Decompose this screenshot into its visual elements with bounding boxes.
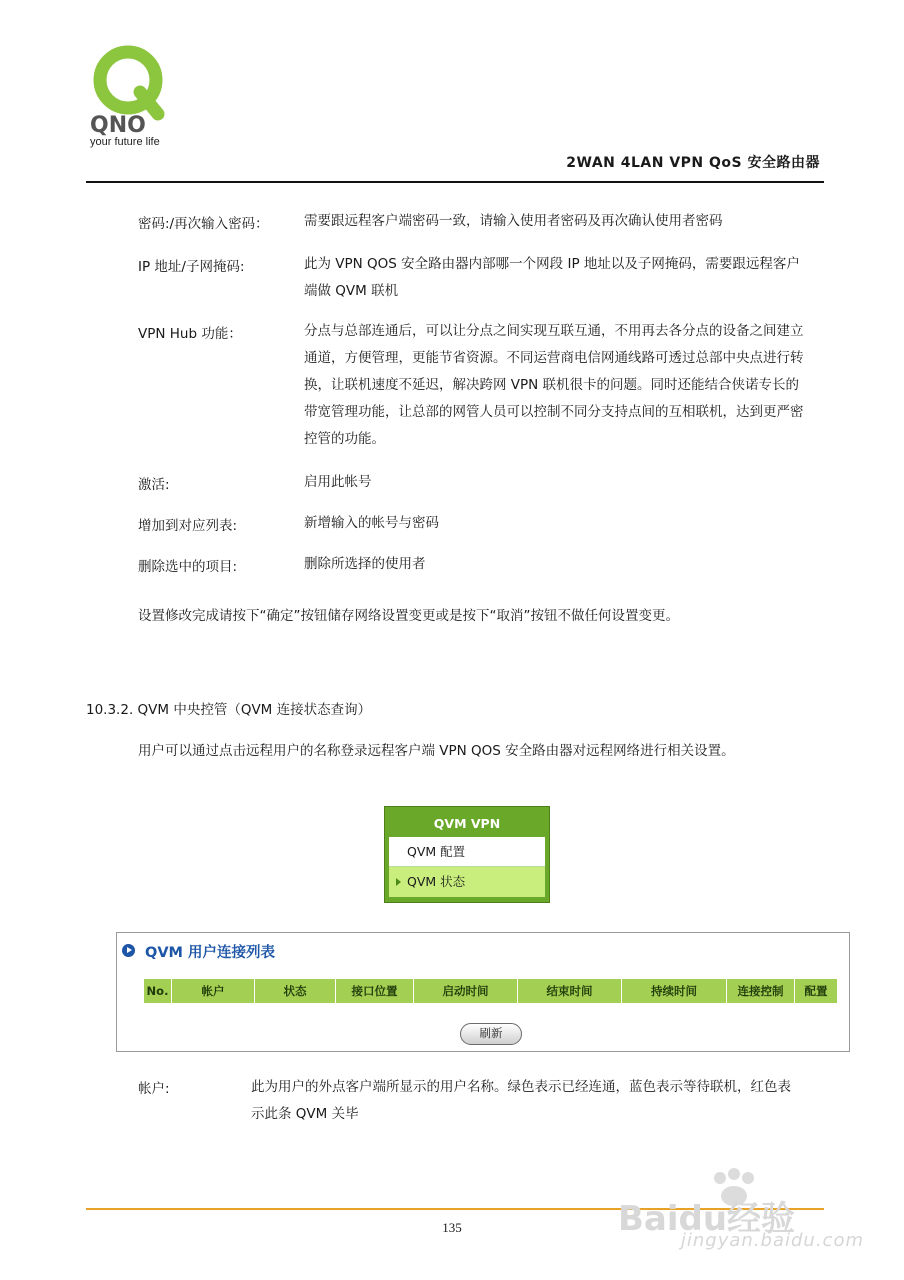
col-start-time: 启动时间 xyxy=(414,979,518,1003)
section-paragraph: 用户可以通过点击远程用户的名称登录远程客户端 VPN QOS 安全路由器对远程网络进行相关设置。 xyxy=(138,743,735,759)
panel-title: QVM 用户连接列表 xyxy=(145,945,276,961)
page-number: 135 xyxy=(442,1220,462,1235)
doc-title: 2WAN 4LAN VPN QoS 安全路由器 xyxy=(566,155,820,171)
refresh-button[interactable]: 刷新 xyxy=(460,1023,522,1045)
arrow-circle-icon xyxy=(122,944,135,957)
col-connection-control: 连接控制 xyxy=(727,979,795,1003)
col-account: 帐户 xyxy=(172,979,255,1003)
col-no: No. xyxy=(144,979,172,1003)
term-activate: 激活: xyxy=(138,477,170,493)
term-password: 密码:/再次输入密码： xyxy=(138,216,269,232)
header-rule xyxy=(86,181,824,183)
col-interface: 接口位置 xyxy=(336,979,414,1003)
desc-ip-subnet: 此为 VPN QOS 安全路由器内部哪一个网段 IP 地址以及子网掩码，需要跟远程客户端做 QVM 联机 xyxy=(304,256,800,299)
desc-delete-selected: 删除所选择的使用者 xyxy=(304,556,426,572)
desc-add-to-list: 新增输入的帐号与密码 xyxy=(304,515,439,531)
brand-text: QNO xyxy=(90,113,146,138)
save-note: 设置修改完成请按下“确定”按钮储存网络设置变更或是按下“取消”按钮不做任何设置变更。 xyxy=(138,608,679,624)
qvm-vpn-menu xyxy=(384,806,550,903)
caret-right-icon xyxy=(396,878,401,886)
col-config: 配置 xyxy=(795,979,838,1003)
table-header xyxy=(144,979,838,1003)
term-account: 帐户: xyxy=(138,1081,170,1097)
desc-vpn-hub: 分点与总部连通后，可以让分点之间实现互联互通，不用再去各分点的设备之间建立通道，方便管理，更能节省资源。不同运营商电信网通线路可透过总部中央点进行转换，让联机速度不延迟，解决跨网 VPN 联机很卡的问题。同时还能结合侠诺专长的带宽管理功能，让总部的网管人员可以控制不同分支持点间的互相联机，达到更严密控管的功能。 xyxy=(304,323,804,447)
tagline: your future life xyxy=(90,136,160,148)
menu-item-label: QVM 状态 xyxy=(407,874,466,889)
menu-item-qvm-config[interactable]: QVM 配置 xyxy=(389,837,545,867)
menu-item-qvm-status[interactable] xyxy=(389,867,545,897)
desc-password: 需要跟远程客户端密码一致，请输入使用者密码及再次确认使用者密码 xyxy=(304,213,723,229)
col-duration: 持续时间 xyxy=(622,979,727,1003)
watermark-url: jingyan.baidu.com xyxy=(680,1230,864,1251)
section-heading: 10.3.2. QVM 中央控管（QVM 连接状态查询） xyxy=(86,702,372,718)
menu-title: QVM VPN xyxy=(433,816,501,831)
term-ip-subnet: IP 地址/子网掩码: xyxy=(138,259,245,275)
watermark-brand: Baidu经验 xyxy=(618,1199,796,1239)
desc-activate: 启用此帐号 xyxy=(304,474,372,490)
term-delete-selected: 删除选中的项目: xyxy=(138,559,238,575)
col-end-time: 结束时间 xyxy=(518,979,622,1003)
col-status: 状态 xyxy=(255,979,336,1003)
desc-account: 此为用户的外点客户端所显示的用户名称。绿色表示已经连通，蓝色表示等待联机，红色表示此条 QVM 关毕 xyxy=(251,1079,791,1122)
baidu-watermark xyxy=(610,1166,880,1270)
term-vpn-hub: VPN Hub 功能： xyxy=(138,326,242,342)
term-add-to-list: 增加到对应列表: xyxy=(138,518,238,534)
